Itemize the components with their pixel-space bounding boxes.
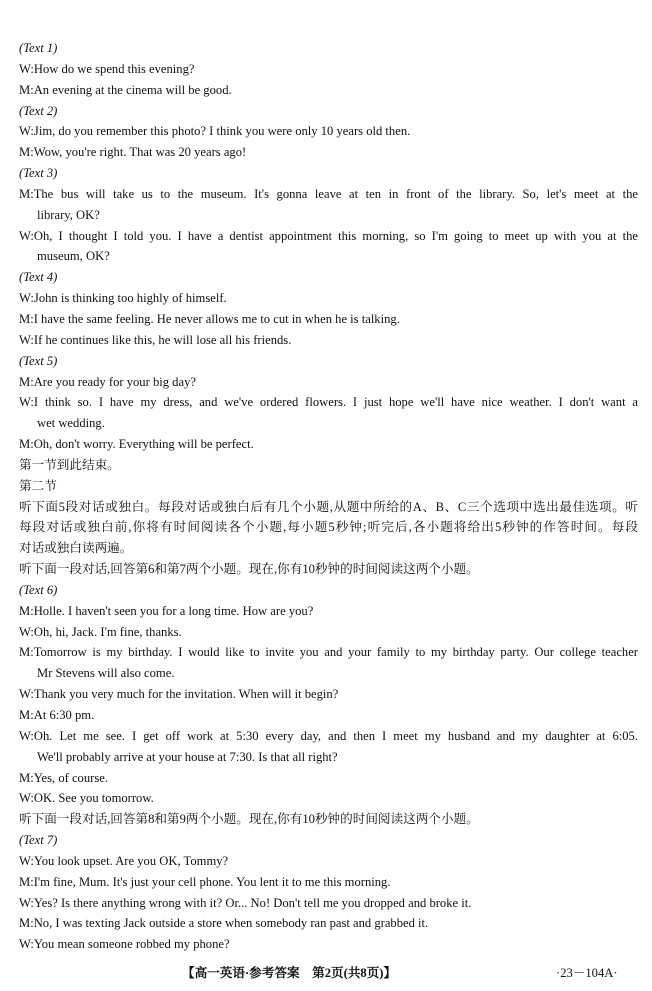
transcript-line: W:Thank you very much for the invitation. When will it begin? (19, 687, 339, 702)
transcript-line: M:An evening at the cinema will be good. (19, 82, 232, 97)
transcript-line: W:You look upset. Are you OK, Tommy? (19, 853, 229, 868)
transcript-line: 听下面一段对话,回答第8和第9两个小题。现在,你有10秒钟的时间阅读这两个小题。 (19, 812, 479, 827)
transcript-line: W:Yes? Is there anything wrong with it? Or... No! Don't tell me you dropped and broke it. (19, 895, 472, 910)
transcript-line: M:I have the same feeling. He never allows me to cut in when he is talking. (19, 311, 400, 326)
text-label: (Text 4) (19, 270, 58, 285)
text-label: (Text 2) (19, 103, 58, 118)
transcript-line: 每段对话或独白前,你将有时间阅读各个小题,每小题5秒钟;听完后,各小题将给出5秒钟的作答时间。每段 (19, 520, 638, 535)
footer-title: 【高一英语·参考答案 第2页(共8页)】 (182, 966, 397, 980)
transcript-line: 听下面5段对话或独白。每段对话或独白后有几个小题,从题中所给的A、B、C三个选项中选出最佳选项。听 (19, 499, 638, 514)
transcript-line: 第二节 (19, 478, 57, 493)
transcript-line: Mr Stevens will also come. (37, 666, 175, 681)
transcript-line: 听下面一段对话,回答第6和第7两个小题。现在,你有10秒钟的时间阅读这两个小题。 (19, 562, 479, 577)
transcript-line: wet wedding. (37, 416, 105, 431)
transcript-line: 第一节到此结束。 (19, 457, 120, 472)
transcript-line: W:If he continues like this, he will lose all his friends. (19, 332, 292, 347)
transcript-line: W:John is thinking too highly of himself. (19, 291, 227, 306)
transcript-line: W:How do we spend this evening? (19, 61, 195, 76)
text-label: (Text 6) (19, 582, 58, 597)
transcript-line: M:I'm fine, Mum. It's just your cell phone. You lent it to me this morning. (19, 874, 391, 889)
transcript-line: M:At 6:30 pm. (19, 708, 95, 722)
transcript-line: M:No, I was texting Jack outside a store when somebody ran past and grabbed it. (19, 916, 429, 931)
transcript-body (19, 38, 638, 955)
transcript-line: M:Oh, don't worry. Everything will be perfect. (19, 437, 254, 452)
transcript-line: We'll probably arrive at your house at 7:30. Is that all right? (37, 749, 338, 764)
transcript-line: M:Tomorrow is my birthday. I would like to invite you and your family to my birthday party. Our college teacher (19, 645, 638, 660)
transcript-line: W:Oh. Let me see. I get off work at 5:30 every day, and then I meet my husband and my daughter at 6:05. (19, 728, 638, 743)
text-label: (Text 5) (19, 353, 58, 368)
transcript-line: M:Yes, of course. (19, 770, 108, 785)
transcript-line: W:Jim, do you remember this photo? I think you were only 10 years old then. (19, 124, 411, 139)
transcript-line: M:Are you ready for your big day? (19, 374, 196, 389)
transcript-line: M:The bus will take us to the museum. It's gonna leave at ten in front of the library. So, let's meet at the (19, 186, 638, 201)
transcript-line: W:Oh, hi, Jack. I'm fine, thanks. (19, 624, 182, 639)
transcript-line: library, OK? (37, 207, 100, 222)
transcript-line: W:You mean someone robbed my phone? (19, 937, 230, 952)
page-footer (0, 964, 652, 982)
transcript-line: W:OK. See you tomorrow. (19, 791, 154, 806)
transcript-line: W:Oh, I thought I told you. I have a dentist appointment this morning, so I'm going to meet up with you at the (19, 228, 638, 243)
text-label: (Text 1) (19, 41, 58, 55)
text-label: (Text 3) (19, 166, 58, 181)
transcript-line: M:Wow, you're right. That was 20 years ago! (19, 145, 247, 160)
footer-code: ·23－104A· (556, 966, 618, 980)
transcript-line: museum, OK? (37, 249, 110, 264)
transcript-line: 对话或独白读两遍。 (19, 541, 133, 556)
transcript-line: M:Holle. I haven't seen you for a long time. How are you? (19, 603, 314, 618)
transcript-line: W:I think so. I have my dress, and we've ordered flowers. I just hope we'll have nice weather. I don't want a (19, 395, 638, 410)
text-label: (Text 7) (19, 833, 58, 848)
